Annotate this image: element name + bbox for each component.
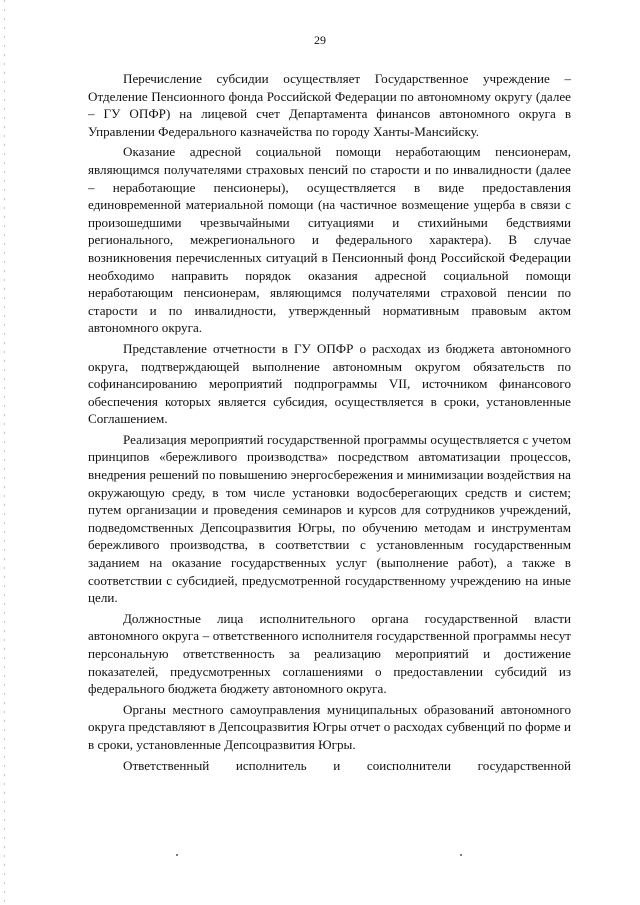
paragraph-lean-production: Реализация мероприятий государственной программы осуществляется с учетом принципов «бережливого производства» посредством автоматизации процессов, внедрения решений по повышению энергосбережения и минимизации воздействия на окружающую среду, в том числе установки водосберегающих средств и систем; путем организации и проведения семинаров и курсов для сотрудников учреждений, подведомственных Депсоцразвития Югры, по обучению методам и инструментам бережливого производства, в соответствии с установленным государственным заданием на оказание государственных услуг (выполнение работ), а также в соответствии с субсидией, предусмотренной государственному учреждению на иные цели. bbox=[88, 431, 571, 606]
paragraph-subsidy-transfer: Перечисление субсидии осуществляет Государственное учреждение – Отделение Пенсионного фонда Российской Федерации по автономному округу (далее – ГУ ОПФР) на лицевой счет Департамента финансов автономного округа в Управлении Федерального казначейства по городу Ханты-Мансийску. bbox=[88, 71, 571, 139]
scan-edge-mark bbox=[4, 0, 5, 905]
scan-dot-mark bbox=[460, 854, 462, 856]
document-body bbox=[88, 70, 571, 777]
scan-dot-mark bbox=[176, 854, 178, 856]
paragraph-social-assistance: Оказание адресной социальной помощи неработающим пенсионерам, являющимся получателями страховых пенсий по старости и по инвалидности (далее – неработающие пенсионеры), осуществляется в виде предоставления единовременной материальной помощи (на частичное возмещение ущерба в связи с произошедшими чрезвычайными ситуациями и стихийными бедствиями регионального, межрегионального и федерального характера). В случае возникновения перечисленных ситуаций в Пенсионный фонд Российской Федерации необходимо направить порядок оказания адресной социальной помощи неработающим пенсионерам, являющимся получателями страховой пенсии по старости и по инвалидности, утвержденный нормативным правовым актом автономного округа. bbox=[88, 144, 571, 336]
paragraph-reporting: Представление отчетности в ГУ ОПФР о расходах из бюджета автономного округа, подтверждающей выполнение автономным округом обязательств по софинансированию мероприятий подпрограммы VII, источником финансового обеспечения которых является субсидия, осуществляется в сроки, установленные Соглашением. bbox=[88, 340, 571, 427]
paragraph-responsibility: Должностные лица исполнительного органа государственной власти автономного округа – ответственного исполнителя государственной программы несут персональную ответственность за реализацию мероприятий и достижение показателей, предусмотренных соглашениями о предоставлении субсидий из федерального бюджета бюджету автономного округа. bbox=[88, 610, 571, 697]
paragraph-continued: Ответственный исполнитель и соисполнители государственной bbox=[123, 757, 571, 773]
page-number: 29 bbox=[314, 33, 326, 47]
paragraph-local-government: Органы местного самоуправления муниципальных образований автономного округа представляют в Депсоцразвития Югры отчет о расходах субвенций по форме и в сроки, установленные Депсоцразвития Югры. bbox=[88, 701, 571, 752]
